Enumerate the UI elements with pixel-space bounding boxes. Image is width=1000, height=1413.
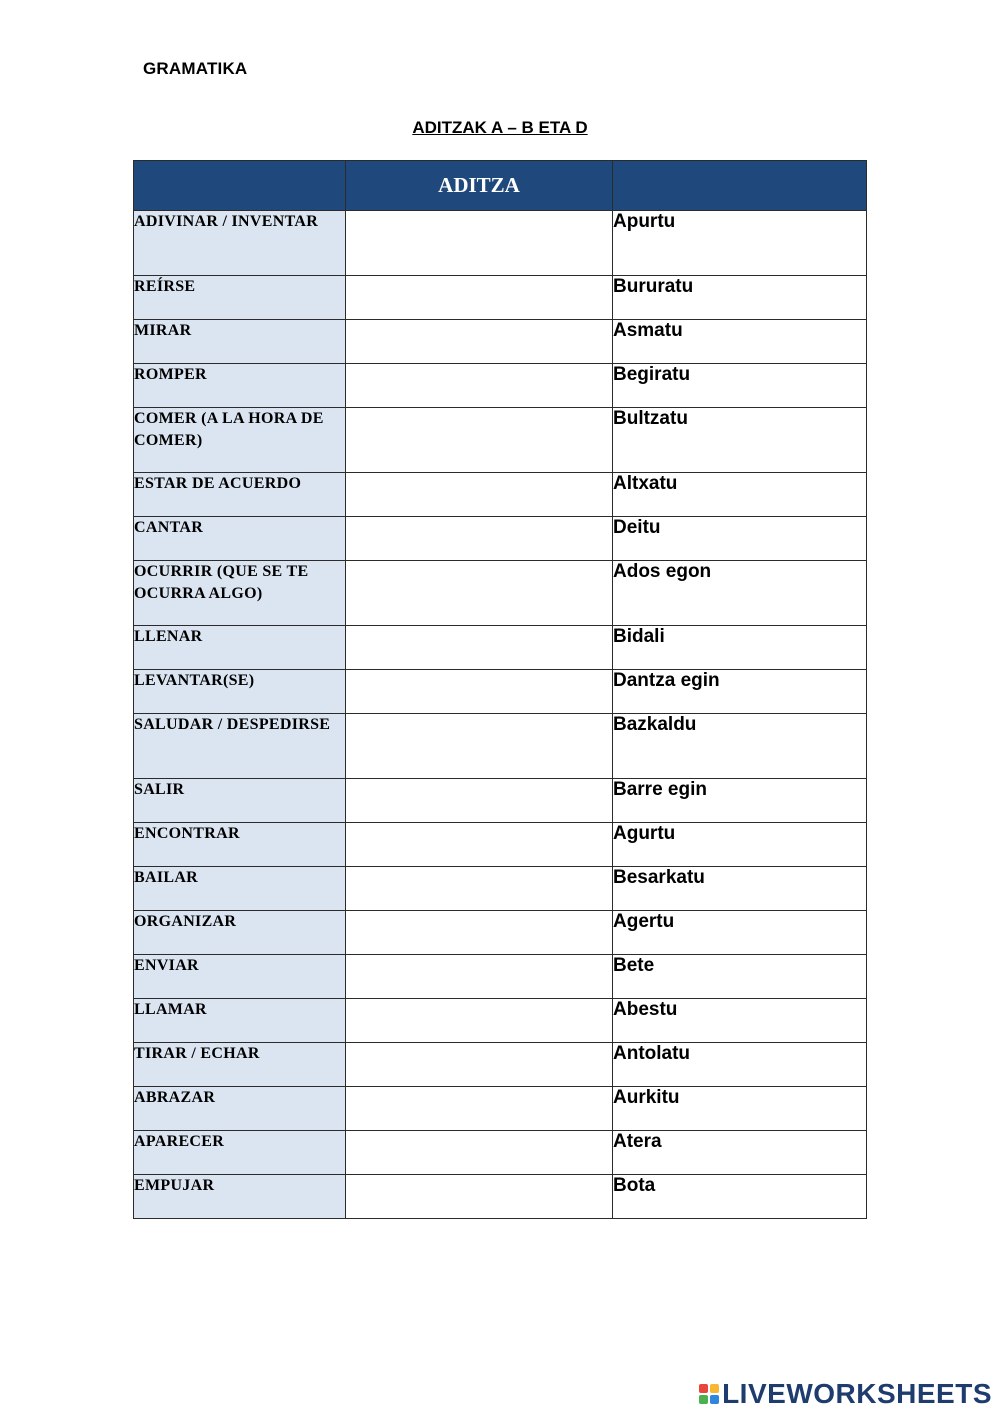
table-row (134, 1131, 867, 1175)
basque-verb-cell: Aurkitu (613, 1087, 867, 1131)
page-title: ADITZAK A – B ETA D (412, 118, 588, 137)
spanish-verb-cell: LLENAR (134, 626, 346, 670)
basque-verb-cell: Atera (613, 1131, 867, 1175)
table-row (134, 999, 867, 1043)
spanish-verb-cell: ABRAZAR (134, 1087, 346, 1131)
logo-square (699, 1395, 708, 1404)
column-header-spanish (134, 161, 346, 211)
table-row (134, 823, 867, 867)
answer-cell[interactable] (346, 999, 613, 1043)
table-row (134, 473, 867, 517)
basque-verb-cell: Agertu (613, 911, 867, 955)
basque-verb-cell: Begiratu (613, 364, 867, 408)
table-row (134, 779, 867, 823)
answer-cell[interactable] (346, 408, 613, 473)
basque-verb-cell: Bidali (613, 626, 867, 670)
table-row (134, 408, 867, 473)
basque-verb-cell: Bultzatu (613, 408, 867, 473)
answer-cell[interactable] (346, 473, 613, 517)
answer-cell[interactable] (346, 955, 613, 999)
answer-cell[interactable] (346, 517, 613, 561)
basque-verb-cell: Abestu (613, 999, 867, 1043)
table-row (134, 955, 867, 999)
answer-cell[interactable] (346, 867, 613, 911)
answer-cell[interactable] (346, 561, 613, 626)
basque-verb-cell: Apurtu (613, 211, 867, 276)
table-row (134, 1043, 867, 1087)
answer-cell[interactable] (346, 779, 613, 823)
logo-text: LIVEWORKSHEETS (722, 1378, 992, 1409)
answer-cell[interactable] (346, 823, 613, 867)
basque-verb-cell: Bururatu (613, 276, 867, 320)
spanish-verb-cell: BAILAR (134, 867, 346, 911)
basque-verb-cell: Deitu (613, 517, 867, 561)
spanish-verb-cell: LEVANTAR(SE) (134, 670, 346, 714)
table-row (134, 364, 867, 408)
spanish-verb-cell: CANTAR (134, 517, 346, 561)
spanish-verb-cell: COMER (A LA HORA DE COMER) (134, 408, 346, 473)
answer-cell[interactable] (346, 626, 613, 670)
answer-cell[interactable] (346, 1131, 613, 1175)
basque-verb-cell: Bete (613, 955, 867, 999)
liveworksheets-logo (699, 1378, 992, 1410)
table-row (134, 626, 867, 670)
table-header-row (134, 161, 867, 211)
spanish-verb-cell: SALIR (134, 779, 346, 823)
answer-cell[interactable] (346, 320, 613, 364)
liveworksheets-logo-icon (699, 1384, 719, 1404)
basque-verb-cell: Ados egon (613, 561, 867, 626)
spanish-verb-cell: ROMPER (134, 364, 346, 408)
table-row (134, 561, 867, 626)
column-header-aditza: ADITZA (346, 161, 613, 211)
column-header-basque (613, 161, 867, 211)
table-row (134, 320, 867, 364)
spanish-verb-cell: LLAMAR (134, 999, 346, 1043)
spanish-verb-cell: ENVIAR (134, 955, 346, 999)
spanish-verb-cell: TIRAR / ECHAR (134, 1043, 346, 1087)
spanish-verb-cell: APARECER (134, 1131, 346, 1175)
spanish-verb-cell: ESTAR DE ACUERDO (134, 473, 346, 517)
answer-cell[interactable] (346, 1043, 613, 1087)
basque-verb-cell: Dantza egin (613, 670, 867, 714)
basque-verb-cell: Asmatu (613, 320, 867, 364)
logo-square (699, 1384, 708, 1393)
verb-table (133, 160, 867, 1219)
logo-square (710, 1384, 719, 1393)
table-row (134, 211, 867, 276)
answer-cell[interactable] (346, 714, 613, 779)
basque-verb-cell: Altxatu (613, 473, 867, 517)
logo-square (710, 1395, 719, 1404)
spanish-verb-cell: ORGANIZAR (134, 911, 346, 955)
spanish-verb-cell: SALUDAR / DESPEDIRSE (134, 714, 346, 779)
spanish-verb-cell: REÍRSE (134, 276, 346, 320)
table-row (134, 670, 867, 714)
basque-verb-cell: Agurtu (613, 823, 867, 867)
basque-verb-cell: Bota (613, 1175, 867, 1219)
table-row (134, 1175, 867, 1219)
table-row (134, 1087, 867, 1131)
basque-verb-cell: Besarkatu (613, 867, 867, 911)
answer-cell[interactable] (346, 1175, 613, 1219)
spanish-verb-cell: MIRAR (134, 320, 346, 364)
answer-cell[interactable] (346, 364, 613, 408)
table-row (134, 276, 867, 320)
answer-cell[interactable] (346, 276, 613, 320)
table-row (134, 517, 867, 561)
answer-cell[interactable] (346, 211, 613, 276)
table-row (134, 867, 867, 911)
basque-verb-cell: Bazkaldu (613, 714, 867, 779)
answer-cell[interactable] (346, 670, 613, 714)
answer-cell[interactable] (346, 1087, 613, 1131)
page-label: GRAMATIKA (143, 59, 248, 78)
answer-cell[interactable] (346, 911, 613, 955)
spanish-verb-cell: OCURRIR (QUE SE TE OCURRA ALGO) (134, 561, 346, 626)
spanish-verb-cell: ADIVINAR / INVENTAR (134, 211, 346, 276)
spanish-verb-cell: ENCONTRAR (134, 823, 346, 867)
basque-verb-cell: Barre egin (613, 779, 867, 823)
basque-verb-cell: Antolatu (613, 1043, 867, 1087)
spanish-verb-cell: EMPUJAR (134, 1175, 346, 1219)
table-row (134, 911, 867, 955)
table-row (134, 714, 867, 779)
